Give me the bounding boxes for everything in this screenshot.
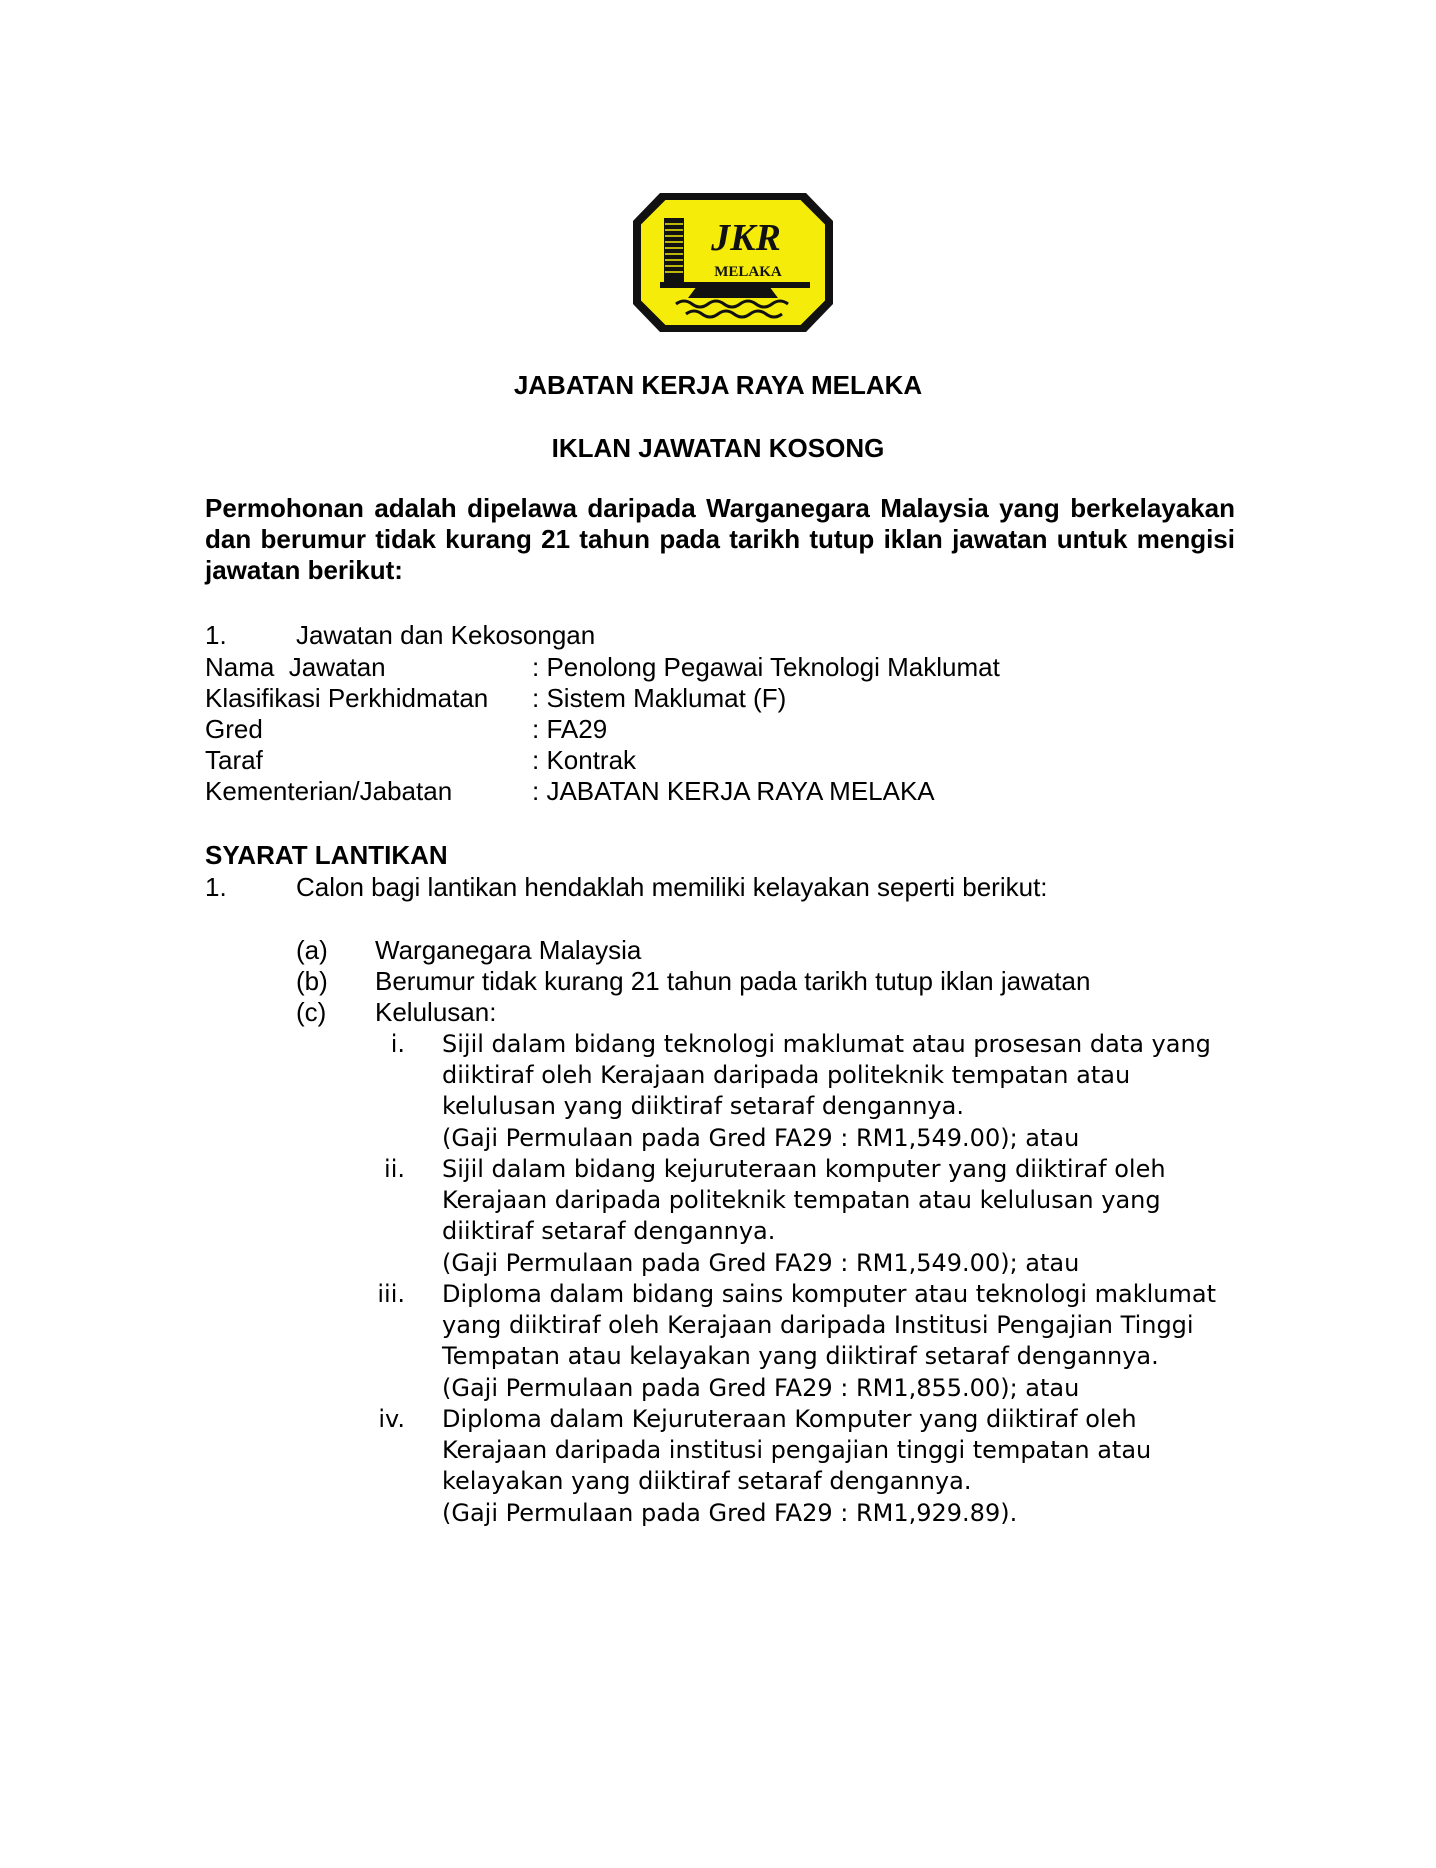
- syarat-intro: Calon bagi lantikan hendaklah memiliki kelayakan seperti berikut:: [296, 872, 1048, 902]
- kelulusan-line: Diploma dalam Kejuruteraan Komputer yang diiktiraf oleh: [442, 1405, 1137, 1433]
- logo-melaka-text: MELAKA: [714, 264, 782, 280]
- kelulusan-line: Tempatan atau kelayakan yang diiktiraf setaraf dengannya.: [442, 1342, 1159, 1371]
- item-mark-a: (a): [296, 935, 328, 965]
- logo-jkr-text: JKR: [711, 217, 781, 259]
- field-label-gred: Gred: [205, 714, 263, 744]
- kelulusan-line: Kerajaan daripada institusi pengajian tinggi tempatan atau: [442, 1436, 1152, 1465]
- kelulusan-item-iv: [442, 1404, 1252, 1529]
- syarat-number: 1.: [205, 872, 227, 902]
- kelulusan-line: diiktiraf setaraf dengannya.: [442, 1217, 776, 1246]
- section1-number: 1.: [205, 620, 227, 650]
- item-mark-c: (c): [296, 997, 327, 1027]
- salary-line: (Gaji Permulaan pada Gred FA29 : RM1,549.00); atau: [442, 1123, 1080, 1152]
- kelulusan-mark-ii: ii.: [384, 1155, 405, 1183]
- kelulusan-mark-iii: iii.: [377, 1280, 405, 1308]
- kelulusan-line: diiktiraf oleh Kerajaan daripada politeknik tempatan atau: [442, 1061, 1131, 1090]
- item-text-b: Berumur tidak kurang 21 tahun pada tarikh tutup iklan jawatan: [375, 966, 1091, 996]
- item-mark-b: (b): [296, 966, 328, 996]
- field-label-taraf: Taraf: [205, 745, 263, 775]
- field-value-kementerian: : JABATAN KERJA RAYA MELAKA: [532, 776, 935, 806]
- kelulusan-line: kelulusan yang diiktiraf setaraf dengannya.: [442, 1092, 964, 1121]
- kelulusan-line: yang diiktiraf oleh Kerajaan daripada Institusi Pengajian Tinggi: [442, 1311, 1194, 1340]
- kelulusan-item-i: [442, 1029, 1252, 1154]
- kelulusan-line: Kerajaan daripada politeknik tempatan atau kelulusan yang: [442, 1186, 1161, 1215]
- jkr-melaka-logo: [630, 190, 836, 335]
- item-text-a: Warganegara Malaysia: [375, 935, 642, 965]
- salary-line: (Gaji Permulaan pada Gred FA29 : RM1,855.00); atau: [442, 1373, 1080, 1402]
- item-text-c: Kelulusan:: [375, 997, 497, 1027]
- field-value-klasifikasi: : Sistem Maklumat (F): [532, 683, 787, 713]
- kelulusan-line: Diploma dalam bidang sains komputer atau teknologi maklumat: [442, 1280, 1217, 1308]
- section1-title: Jawatan dan Kekosongan: [296, 620, 596, 650]
- intro-paragraph: Permohonan adalah dipelawa daripada Warganegara Malaysia yang berkelayakan dan berumur tidak kurang 21 tahun pada tarikh tutup iklan jawatan untuk mengisi jawatan berikut:: [205, 493, 1235, 585]
- field-label-kementerian: Kementerian/Jabatan: [205, 776, 453, 806]
- department-title: JABATAN KERJA RAYA MELAKA: [513, 370, 923, 400]
- kelulusan-item-iii: [442, 1279, 1252, 1404]
- field-label-klasifikasi: Klasifikasi Perkhidmatan: [205, 683, 489, 713]
- kelulusan-mark-i: i.: [390, 1030, 405, 1058]
- kelulusan-mark-iv: iv.: [378, 1405, 405, 1433]
- syarat-heading: SYARAT LANTIKAN: [205, 840, 448, 870]
- salary-line: (Gaji Permulaan pada Gred FA29 : RM1,549.00); atau: [442, 1248, 1080, 1277]
- salary-line: (Gaji Permulaan pada Gred FA29 : RM1,929.89).: [442, 1498, 1018, 1527]
- kelulusan-item-ii: [442, 1154, 1252, 1279]
- field-value-taraf: : Kontrak: [532, 745, 637, 775]
- field-value-nama-jawatan: : Penolong Pegawai Teknologi Maklumat: [532, 652, 1000, 682]
- kelulusan-line: kelayakan yang diiktiraf setaraf dengannya.: [442, 1467, 972, 1496]
- field-value-gred: : FA29: [532, 714, 608, 744]
- field-label-nama-jawatan: Nama Jawatan: [205, 652, 386, 682]
- kelulusan-line: Sijil dalam bidang teknologi maklumat atau prosesan data yang: [442, 1030, 1211, 1058]
- page-title: IKLAN JAWATAN KOSONG: [551, 433, 885, 463]
- kelulusan-line: Sijil dalam bidang kejuruteraan komputer yang diiktiraf oleh: [442, 1155, 1166, 1183]
